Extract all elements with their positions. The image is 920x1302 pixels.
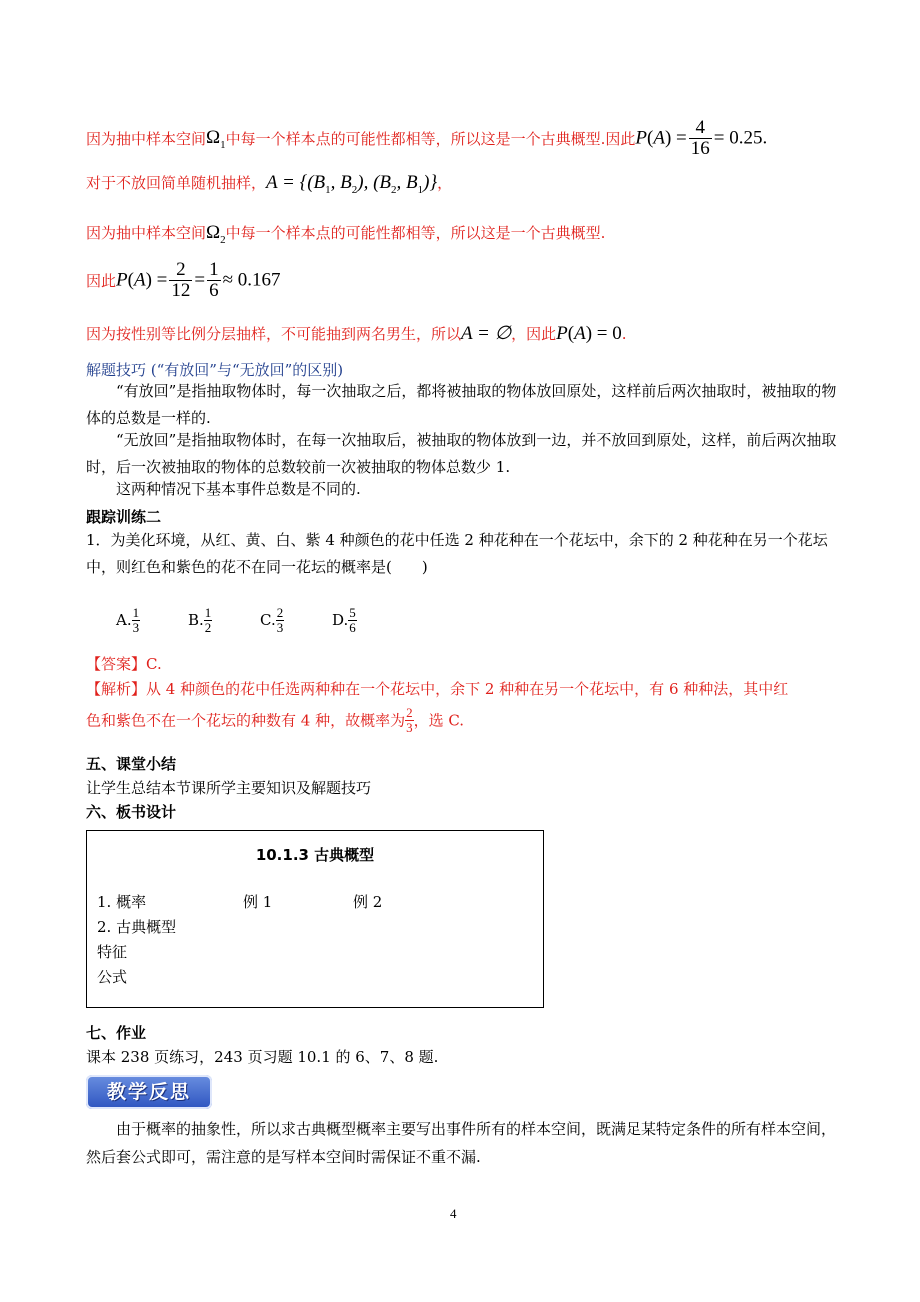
board-design-box [86, 830, 544, 1008]
reflection-badge: 教学反思 [86, 1075, 212, 1109]
line5-formula: A = ∅ [461, 323, 512, 344]
solution-line-2: 对于不放回简单随机抽样，$A = \{(B_1$, $B_2$), ($B_2$, $B_1$)}， [86, 172, 453, 196]
homework-heading: 七、作业 [86, 1024, 147, 1042]
line4-approx: ≈ 0.167 [222, 269, 281, 291]
solution-line-1: 因为抽中样本空间$\Omega_1$中每一个样本点的可能性都相等，所以这是一个古典概型.因此P(A) = $\frac{4}{16}$ = 0.25. [86, 117, 768, 159]
board-item-2: 2. 古典概型 [97, 918, 177, 936]
line5-prob: P(A) = 0 [556, 323, 622, 344]
line1-formula: P(A) = [635, 127, 687, 149]
homework-text: 课本 238 页练习，243 页习题 10.1 的 6、7、8 题. [86, 1048, 439, 1066]
line1-result: = 0.25 [713, 127, 763, 149]
board-item-4: 公式 [97, 968, 128, 986]
page-number: 4 [450, 1206, 457, 1221]
answer-tag: 【答案】 [86, 655, 147, 673]
line1-text: 因为抽中样本空间 [86, 129, 207, 148]
answer-value: C. [146, 655, 162, 673]
tip-paragraph-3: 这两种情况下基本事件总数是不同的. [116, 480, 361, 498]
option-d: D. $\frac{5}{6}$ [332, 605, 356, 635]
board-heading: 六、板书设计 [86, 803, 177, 821]
tip-title: 解题技巧 (“有放回”与“无放回”的区别) [86, 361, 344, 379]
summary-heading: 五、课堂小结 [86, 755, 177, 773]
solution-line-4: 因此P(A) = $\frac{2}{12}$ = $\frac{1}{6}$ ≈ 0.167 [86, 259, 281, 301]
solution-line-5: 因为按性别等比例分层抽样，不可能抽到两名男生，所以A = ∅，因此P(A) = 0. [86, 323, 627, 344]
analysis-line-2: 色和紫色不在一个花坛的种数有 4 种，故概率为 $\frac{2}{3}$ ，选 C. [86, 705, 465, 735]
fraction-4-16: $\frac{4}{16}$ [690, 117, 710, 159]
line4-formula: P(A) = [116, 269, 168, 291]
option-list [116, 606, 404, 650]
fraction-2-12: $\frac{2}{12}$ [171, 259, 191, 301]
analysis-tag: 【解析】 [86, 680, 147, 698]
omega-symbol-2: $\Omega_2$ [206, 222, 226, 246]
summary-text: 让学生总结本节课所学主要知识及解题技巧 [86, 779, 372, 797]
board-example-1: 例 1 [243, 893, 273, 911]
tip-paragraph-2: “无放回”是指抽取物体时，在每一次抽取后，被抽取的物体放到一边，并不放回到原处，这样，前后两次抽取时，后一次被抽取的物体的总数较前一次被抽取的物体总数少 1. [86, 431, 837, 476]
practice-question: 1．为美化环境，从红、黄、白、紫 4 种颜色的花中任选 2 种花种在一个花坛中，余下的 2 种花种在另一个花坛中，则红色和紫色的花不在同一花坛的概率是( ) [86, 531, 828, 576]
option-c: C. $\frac{2}{3}$ [260, 605, 284, 635]
option-b: B. $\frac{1}{2}$ [188, 605, 212, 635]
reflection-text: 由于概率的抽象性，所以求古典概型概率主要写出事件所有的样本空间，既满足某特定条件的所有样本空间，然后套公式即可，需注意的是写样本空间时需保证不重不漏. [86, 1120, 837, 1166]
board-title: 10.1.3 古典概型 [255, 846, 375, 864]
board-example-2: 例 2 [353, 893, 383, 911]
board-item-3: 特征 [97, 943, 128, 961]
line1-text-2: 中每一个样本点的可能性都相等，所以这是一个古典概型.因此 [225, 129, 636, 148]
line2-text: 对于不放回简单随机抽样， [86, 174, 267, 192]
board-item-1: 1. 概率 [97, 893, 147, 911]
tip-paragraph-1: “有放回”是指抽取物体时，每一次抽取之后，都将被抽取的物体放回原处，这样前后两次抽取时，被抽取的物体的总数是一样的. [86, 382, 837, 427]
practice-heading: 跟踪训练二 [86, 508, 162, 526]
option-a: A. $\frac{1}{3}$ [116, 605, 140, 635]
line2-formula: $A = \{(B_1$, $B_2$), ($B_2$, $B_1$)} [266, 172, 438, 196]
analysis-line-1: 【解析】从 4 种颜色的花中任选两种种在一个花坛中，余下 2 种种在另一个花坛中，有 6 种种法，其中红 [86, 680, 789, 698]
answer-line [86, 653, 162, 674]
solution-line-3: 因为抽中样本空间$\Omega_2$中每一个样本点的可能性都相等，所以这是一个古典概型. [86, 222, 606, 246]
fraction-1-6: $\frac{1}{6}$ [209, 259, 219, 301]
analysis-fraction: $\frac{2}{3}$ [406, 705, 413, 735]
omega-symbol: $\Omega_1$ [206, 126, 226, 151]
